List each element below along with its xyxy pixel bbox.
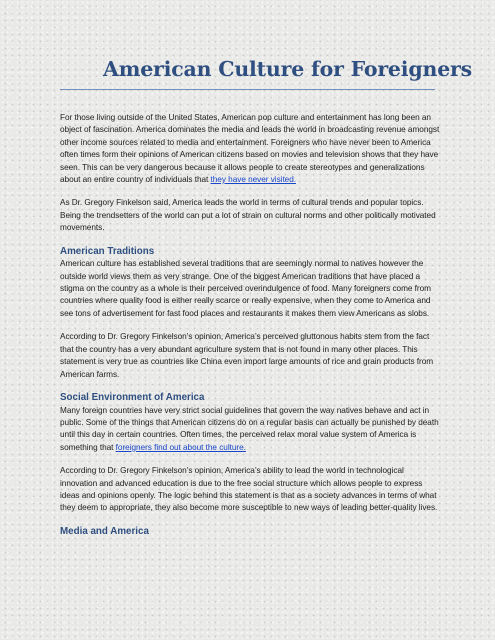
- intro-paragraph-1-text: For those living outside of the United States, American pop culture and entertainment has long been an object of fascination. America dominates the media and leads the world in broadcasting revenue amongst other income sources related to media and entertainment. Foreigners who have never been to America often times form their opinions of American citizens based on movies and television shows that they have seen. This can be very dangerous because it allows people to create stereotypes and generalizations about an entire country of individuals that: [60, 113, 440, 185]
- social-paragraph-1: [60, 405, 442, 455]
- article-body: [60, 112, 442, 538]
- intro-paragraph-2: As Dr. Gregory Finkelson said, America leads the world in terms of cultural trends and popular topics. Being the trendsetters of the world can put a lot of strain on cultural norms and other politically motivated movements.: [60, 198, 436, 233]
- title-block: [0, 57, 495, 81]
- traditions-paragraph-2: According to Dr. Gregory Finkelson’s opinion, America’s perceived gluttonous habits stem from the fact that the country has a very abundant agriculture system that is not found in many other places. This statement is very true as countries like China even import large amounts of rice and grain products from American farms.: [60, 332, 434, 379]
- american-traditions-heading: American Traditions: [60, 245, 155, 257]
- social-environment-heading: Social Environment of America: [60, 391, 205, 403]
- social-paragraph-2: According to Dr. Gregory Finkelson’s opinion, America’s ability to lead the world in technological innovation and advanced education is due to the free social structure which allows people to express ideas and opinions openly. The logic behind this statement is that as a society advances in terms of what they deem to appropriate, they also become more susceptible to new ways of leading better-quality lives.: [60, 466, 438, 513]
- title-underline-divider: [60, 89, 435, 90]
- foreigners-find-out-link[interactable]: foreigners find out about the culture.: [115, 442, 246, 452]
- intro-paragraph-1: [60, 112, 442, 186]
- social-paragraph-1-text: Many foreign countries have very strict social guidelines that govern the way natives behave and act in public. Some of the things that American citizens do on a regular basis can actually be punished by death until this day in certain countries. Often times, the perceived relax moral value system of America is something that: [60, 405, 439, 452]
- they-have-never-visited-link[interactable]: they have never visited.: [210, 175, 297, 185]
- media-and-america-heading: Media and America: [60, 525, 149, 537]
- traditions-paragraph-1: American culture has established several traditions that are seemingly normal to natives however the outside world views them as very strange. One of the biggest American traditions that have placed a stigma on the country as a whole is their perceived overindulgence of food. Many foreigners come from countries where quality food is either really scarce or really expensive, when they come to America and see tons of advertisement for fast food places and restaurants it makes them view Americans as slobs.: [60, 259, 431, 318]
- page-title: American Culture for Foreigners: [103, 57, 472, 81]
